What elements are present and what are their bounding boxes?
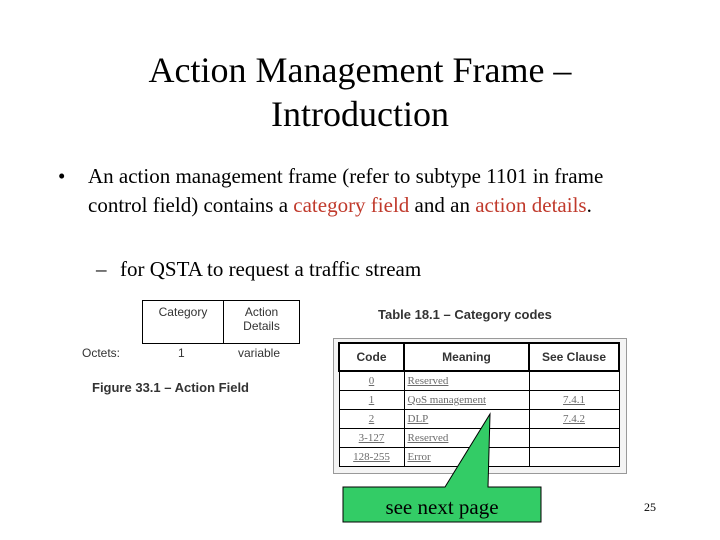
cell-code: 0 (339, 371, 404, 391)
octets-label: Octets: (82, 346, 121, 360)
cell-meaning: Error (404, 448, 529, 467)
cell-meaning: Reserved (404, 371, 529, 391)
cell-code: 2 (339, 410, 404, 429)
cell-code: 1 (339, 391, 404, 410)
field-action-details-cell: Action Details (243, 305, 280, 333)
callout-label[interactable]: see next page (385, 495, 499, 519)
slide-title-line-1: Action Management Frame – (148, 50, 572, 90)
sub-bullet-dash: – (96, 257, 107, 281)
page-number: 25 (644, 500, 656, 514)
cell-meaning: Reserved (404, 429, 529, 448)
slide-title-line-2: Introduction (271, 94, 449, 134)
sub-bullet: for QSTA to request a traffic stream (120, 257, 422, 281)
field-category-cell: Category (143, 301, 224, 343)
figure-caption: Figure 33.1 – Action Field (92, 380, 249, 395)
cell-code: 128-255 (339, 448, 404, 467)
cell-meaning: DLP (404, 410, 529, 429)
header-code: Code (339, 343, 404, 371)
bullet-text-a: An action management frame (refer to subtype 1101 in frame control field) contains a (88, 164, 604, 217)
cell-clause[interactable]: 7.4.2 (529, 410, 619, 429)
cell-meaning: QoS management (404, 391, 529, 410)
octets-details-value: variable (238, 346, 281, 360)
bullet-text-c: . (586, 193, 592, 217)
octets-category-value: 1 (178, 346, 185, 360)
cell-code: 3-127 (339, 429, 404, 448)
header-see-clause: See Clause (529, 343, 619, 371)
bullet-text-b: and an (409, 193, 476, 217)
highlight-action-details: action details (475, 193, 587, 217)
bullet-dot: • (58, 164, 66, 188)
table-title: Table 18.1 – Category codes (378, 307, 552, 322)
cell-clause[interactable]: 7.4.1 (529, 391, 619, 410)
header-meaning: Meaning (404, 343, 529, 371)
highlight-category-field: category field (293, 193, 410, 217)
